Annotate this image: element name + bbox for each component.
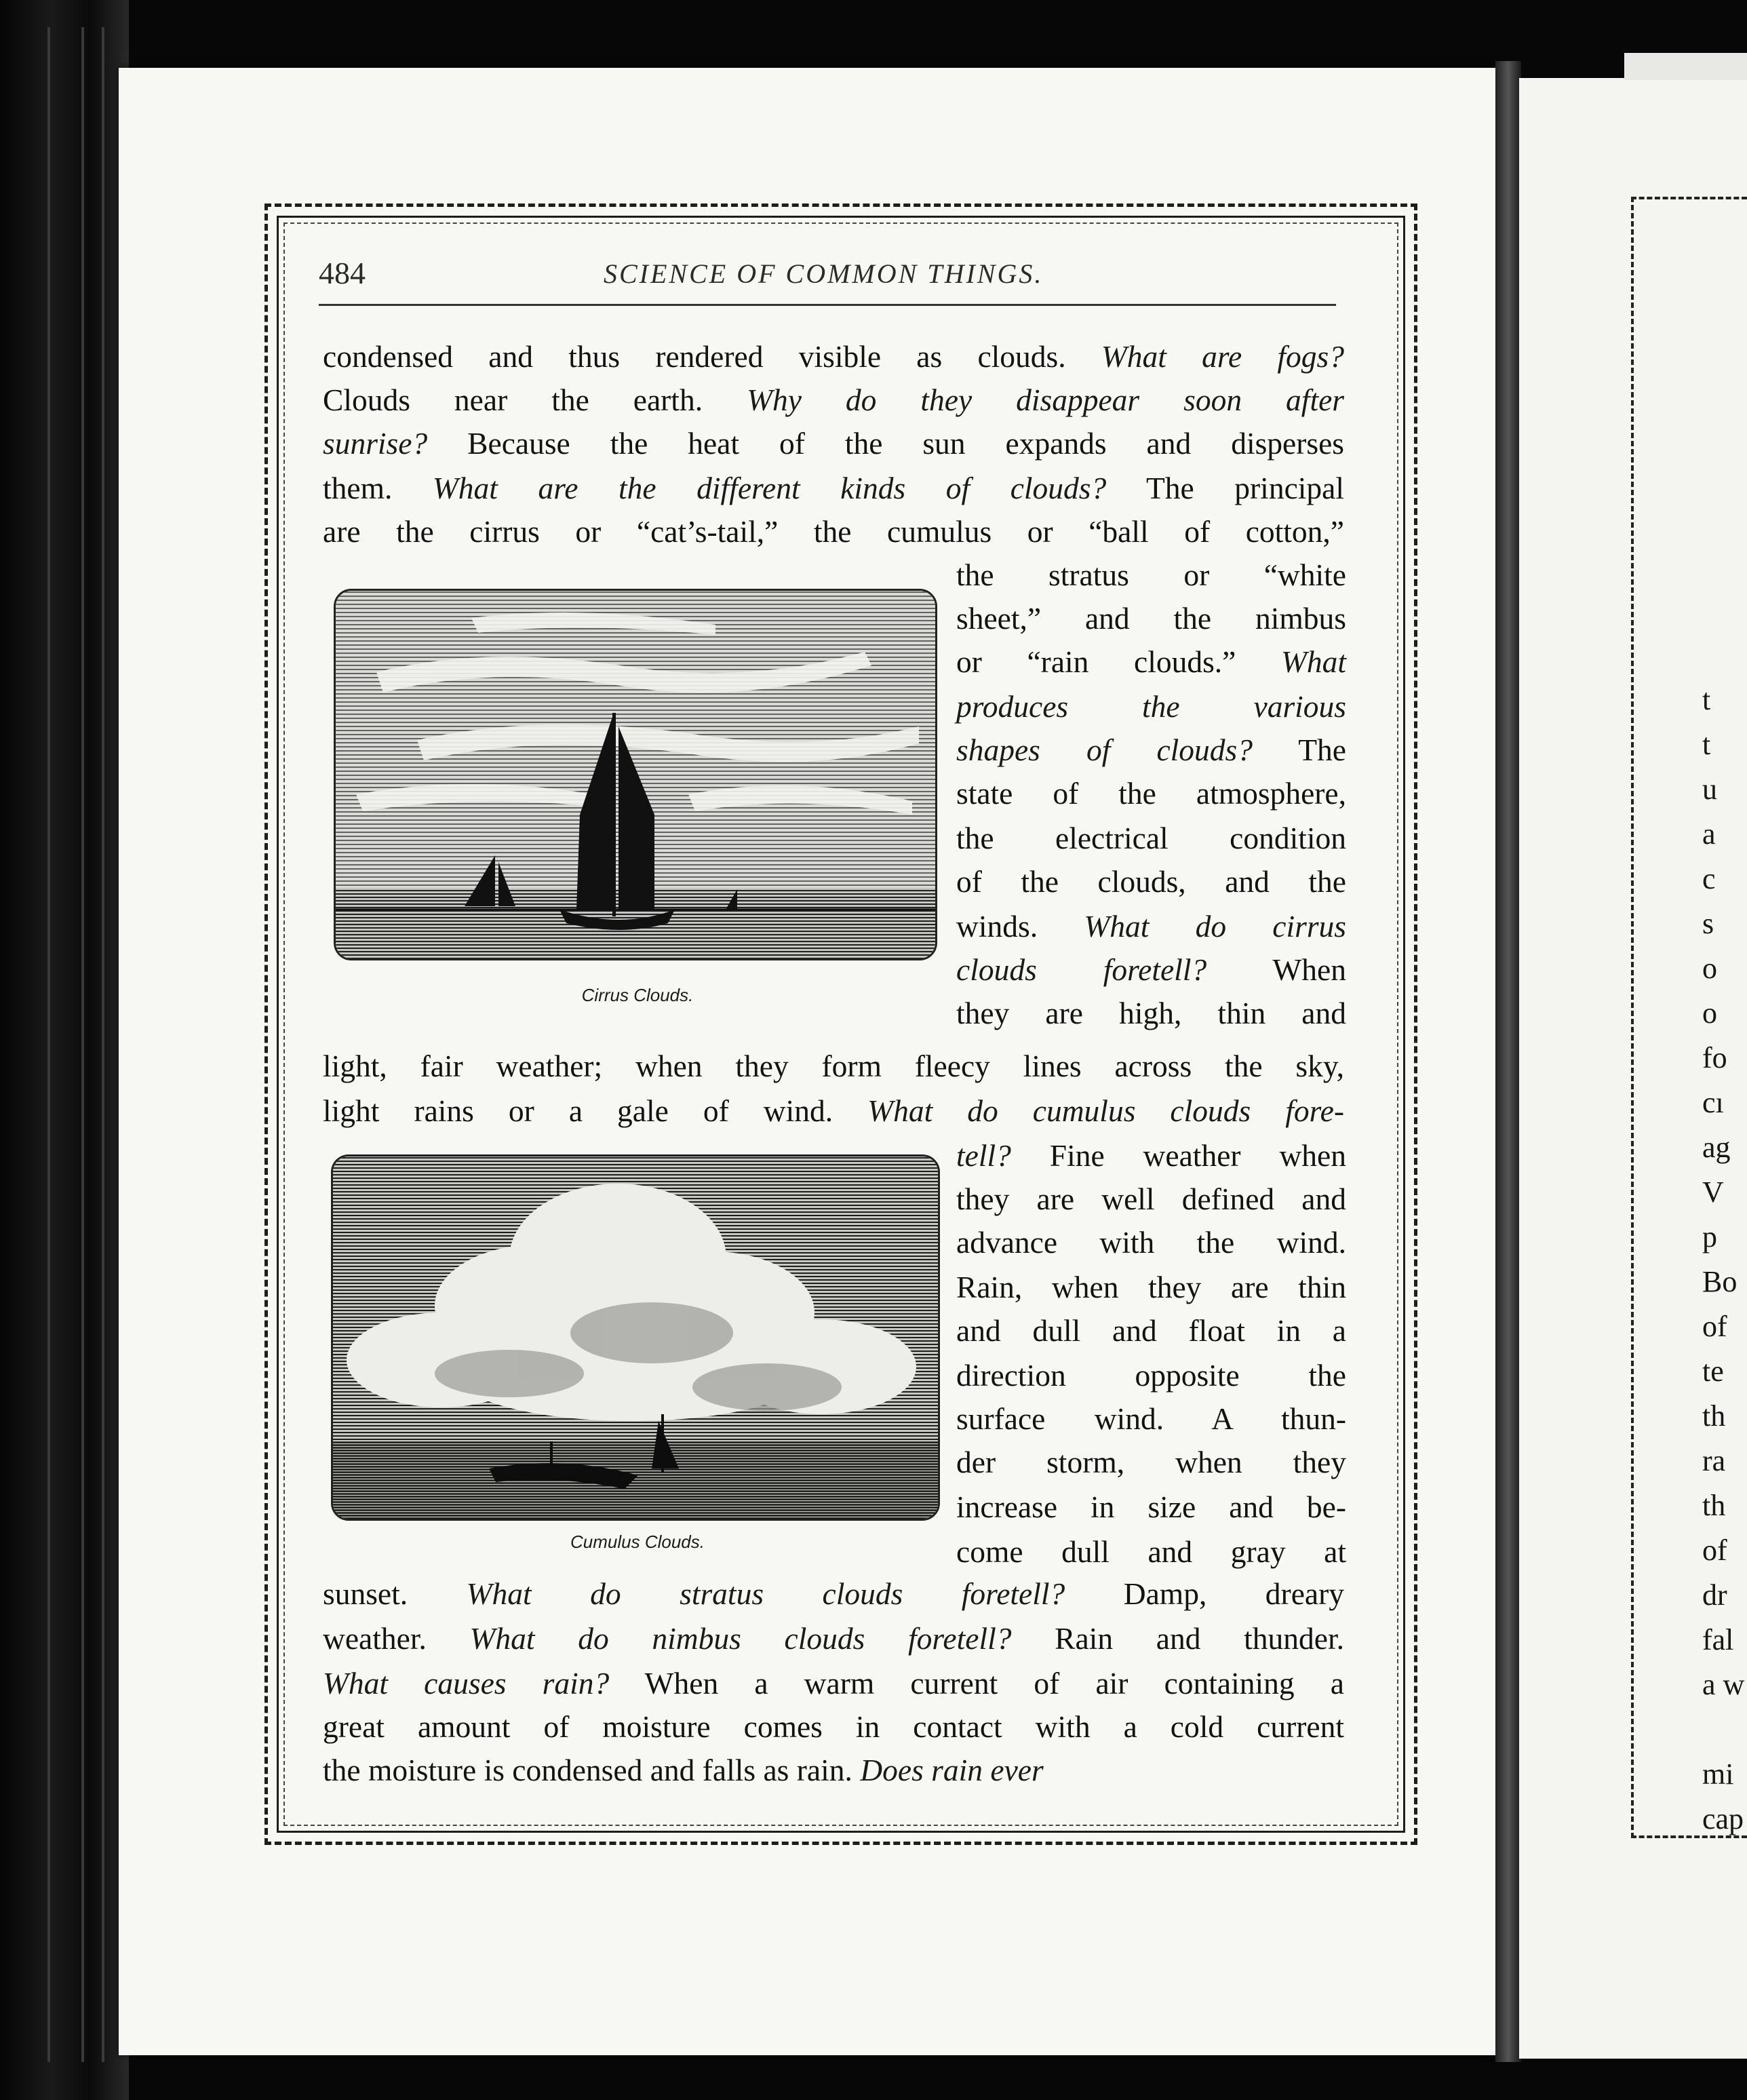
facing-page-fragment: te xyxy=(1702,1355,1724,1388)
facing-page-fragment: th xyxy=(1702,1399,1726,1433)
body-text-segment: Rain and thunder. xyxy=(1011,1621,1344,1656)
text-line xyxy=(956,1530,1346,1574)
italic-question-text: Why do they disappear soon after xyxy=(747,383,1344,417)
text-line xyxy=(956,728,1346,772)
italic-question-text: What do cumulus clouds fore- xyxy=(867,1093,1344,1128)
text-line xyxy=(323,1749,1344,1792)
body-text-segment: Fine weather when xyxy=(1010,1138,1346,1173)
facing-page-fragment: ag xyxy=(1702,1131,1731,1164)
body-text-segment: great amount of moisture comes in contact with a cold current xyxy=(323,1709,1344,1744)
text-line xyxy=(956,1354,1346,1397)
text-line xyxy=(956,948,1346,992)
facing-page-fragment: th xyxy=(1702,1489,1726,1522)
binding-line xyxy=(102,27,104,2062)
body-text-segment: the moisture is condensed and falls as rain. xyxy=(323,1753,861,1787)
text-line xyxy=(956,640,1346,684)
text-line xyxy=(956,1221,1346,1264)
body-text-segment: or “rain clouds.” xyxy=(956,644,1281,679)
italic-question-text: What are fogs? xyxy=(1101,339,1344,374)
text-line xyxy=(323,335,1344,378)
text-line xyxy=(956,597,1346,640)
body-text-segment: the electrical condition xyxy=(956,821,1346,855)
body-text-segment: Rain, when they are thin xyxy=(956,1270,1346,1304)
text-line xyxy=(956,1134,1346,1178)
header-rule xyxy=(319,304,1336,306)
text-line xyxy=(956,992,1346,1035)
running-head xyxy=(319,250,1336,297)
facing-page-fragment: s xyxy=(1702,907,1714,940)
body-text-segment: light, fair weather; when they form fleecy lines across the sky, xyxy=(323,1049,1344,1083)
text-line xyxy=(956,817,1346,860)
text-line xyxy=(323,1045,1344,1088)
text-line xyxy=(323,510,1344,553)
facing-page-fragment: o xyxy=(1702,996,1717,1030)
text-line xyxy=(956,860,1346,903)
body-text-segment: direction opposite the xyxy=(956,1358,1346,1393)
text-line xyxy=(956,1485,1346,1529)
text-line xyxy=(323,1089,1344,1133)
body-text-segment: weather. xyxy=(323,1621,470,1656)
facing-page-fragment: fo xyxy=(1702,1041,1727,1074)
facing-page-fragment: a w xyxy=(1702,1668,1745,1701)
text-line xyxy=(323,1705,1344,1749)
italic-question-text: What do cirrus xyxy=(1084,909,1346,944)
text-line xyxy=(956,1178,1346,1221)
binding-line xyxy=(81,27,84,2062)
italic-question-text: Does rain ever xyxy=(860,1753,1044,1787)
body-text-segment: they are high, thin and xyxy=(956,996,1346,1030)
cirrus-clouds-engraving xyxy=(334,589,937,960)
text-line xyxy=(956,1397,1346,1441)
body-text-segment: condensed and thus rendered visible as clouds. xyxy=(323,339,1101,374)
body-text-segment: advance with the wind. xyxy=(956,1225,1346,1260)
body-text-segment: and dull and float in a xyxy=(956,1313,1346,1348)
body-text-segment: The xyxy=(1252,733,1346,767)
italic-question-text: What causes rain? xyxy=(323,1666,610,1700)
cumulus-clouds-engraving xyxy=(331,1154,940,1521)
body-text-segment: When a warm current of air containing a xyxy=(609,1666,1344,1700)
facing-page-fragment: dr xyxy=(1702,1578,1727,1612)
body-text-segment: surface wind. A thun- xyxy=(956,1401,1346,1436)
body-text-segment: sunset. xyxy=(323,1576,467,1611)
text-line xyxy=(956,905,1346,948)
text-line xyxy=(956,685,1346,728)
body-text-segment: Damp, dreary xyxy=(1065,1576,1344,1611)
text-line xyxy=(956,553,1346,597)
body-text-segment: are the cirrus or “cat’s-tail,” the cumulus or “ball of cotton,” xyxy=(323,514,1344,549)
facing-page-fragment: o xyxy=(1702,952,1717,985)
body-text-segment: The principal xyxy=(1106,471,1344,505)
italic-question-text: What xyxy=(1280,644,1346,679)
text-line xyxy=(956,1309,1346,1353)
page-number: 484 xyxy=(319,256,366,290)
text-line xyxy=(323,1572,1344,1616)
text-line xyxy=(956,1441,1346,1484)
book-binding xyxy=(0,0,129,2100)
facing-page-fragment: u xyxy=(1702,773,1717,806)
body-text-segment: come dull and gray at xyxy=(956,1534,1346,1569)
facing-page-fragment: t xyxy=(1702,728,1711,761)
italic-question-text: shapes of clouds? xyxy=(956,733,1253,767)
body-text-segment: Because the heat of the sun expands and disperses xyxy=(427,426,1344,461)
facing-page-fragment: of xyxy=(1702,1534,1727,1567)
body-text-segment: of the clouds, and the xyxy=(956,864,1346,899)
italic-question-text: What do stratus clouds foretell? xyxy=(466,1576,1065,1611)
cirrus-engraving-art xyxy=(336,591,935,958)
body-text-segment: winds. xyxy=(956,909,1084,944)
body-text-segment: they are well defined and xyxy=(956,1182,1346,1216)
facing-page-fragment: fal xyxy=(1702,1623,1734,1656)
body-text-segment: light rains or a gale of wind. xyxy=(323,1093,868,1128)
facing-page-fragment: p xyxy=(1702,1220,1717,1253)
facing-page-fragment: V xyxy=(1702,1175,1724,1209)
text-line xyxy=(323,422,1344,465)
facing-page-fragment: cap xyxy=(1702,1802,1744,1835)
text-line xyxy=(323,1617,1344,1660)
text-line xyxy=(323,1662,1344,1705)
binding-line xyxy=(47,27,50,2062)
body-text-segment: increase in size and be- xyxy=(956,1490,1346,1524)
running-title: SCIENCE OF COMMON THINGS. xyxy=(604,258,1044,289)
body-text-segment: them. xyxy=(323,471,433,505)
italic-question-text: sunrise? xyxy=(323,426,428,461)
facing-page-fragment: Bo xyxy=(1702,1265,1738,1298)
facing-page-fragment: mi xyxy=(1702,1757,1734,1791)
text-line xyxy=(956,1266,1346,1309)
body-text-segment: sheet,” and the nimbus xyxy=(956,601,1346,636)
body-text-segment: the stratus or “white xyxy=(956,558,1346,592)
facing-page-fragment: of xyxy=(1702,1310,1727,1343)
figure-caption-cirrus: Cirrus Clouds. xyxy=(581,985,694,1005)
body-text-segment: When xyxy=(1206,952,1346,987)
text-line xyxy=(956,772,1346,815)
italic-question-text: What do nimbus clouds foretell? xyxy=(469,1621,1012,1656)
facing-page-fragment: cı xyxy=(1702,1086,1724,1119)
italic-question-text: What are the different kinds of clouds? xyxy=(432,471,1107,505)
facing-page-fragment: c xyxy=(1702,862,1716,895)
cumulus-engraving-art xyxy=(333,1156,938,1519)
italic-question-text: produces the various xyxy=(956,689,1346,724)
facing-page-fragment: a xyxy=(1702,817,1716,851)
body-text-segment: der storm, when they xyxy=(956,1445,1346,1479)
body-text-segment: state of the atmosphere, xyxy=(956,776,1346,811)
italic-question-text: tell? xyxy=(956,1138,1011,1173)
page-gutter xyxy=(1495,61,1521,2062)
text-line xyxy=(323,378,1344,422)
page-edge-strip xyxy=(1624,53,1747,80)
text-line xyxy=(323,467,1344,510)
facing-page-fragment: t xyxy=(1702,683,1711,716)
figure-caption-cumulus: Cumulus Clouds. xyxy=(570,1532,705,1552)
facing-page-fragment: ra xyxy=(1702,1444,1726,1477)
italic-question-text: clouds foretell? xyxy=(956,952,1207,987)
body-text-segment: Clouds near the earth. xyxy=(323,383,747,417)
